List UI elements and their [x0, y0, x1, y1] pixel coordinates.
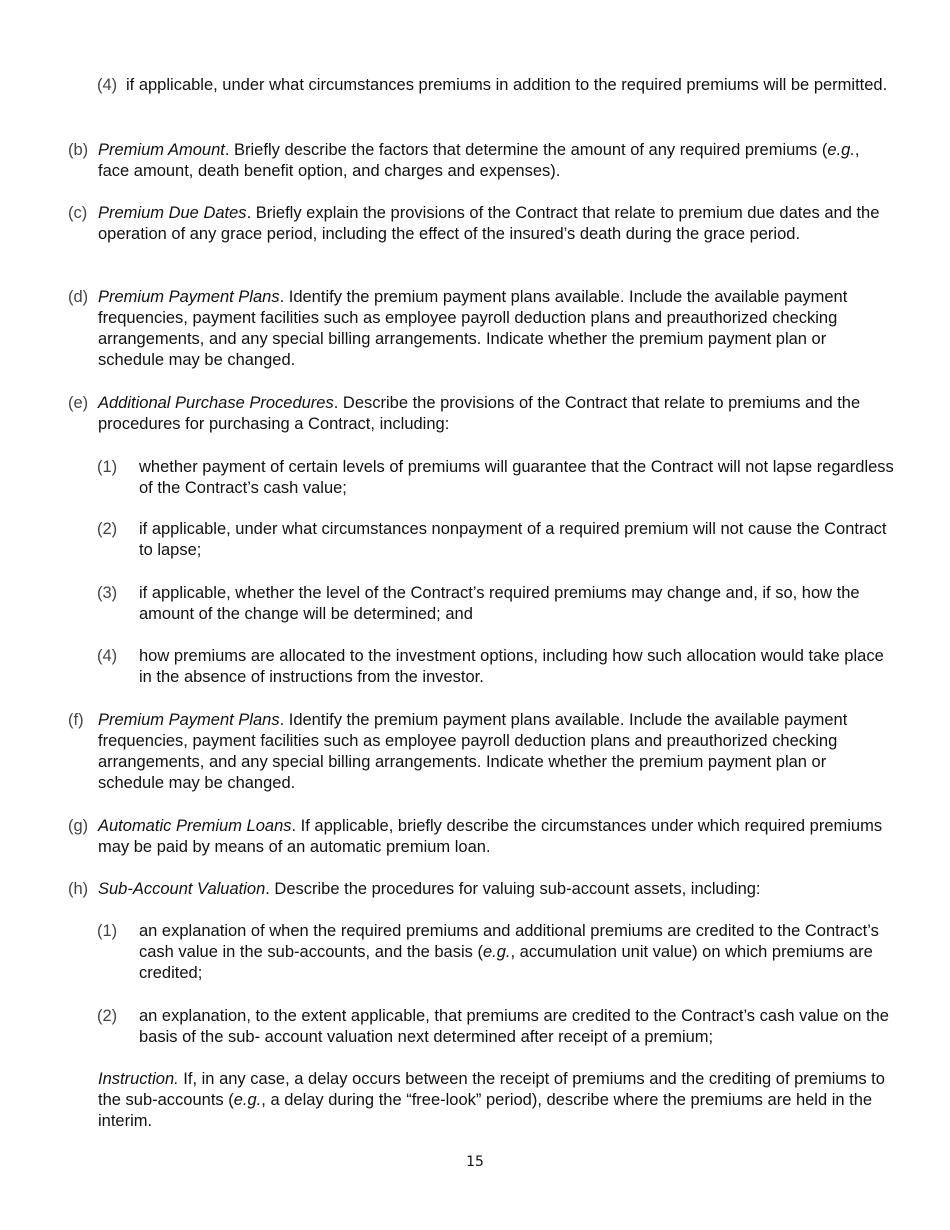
item-text: if applicable, under what circumstances nonpayment of a required premium will not cause the Contract to lapse; — [139, 520, 887, 559]
item-title: Sub-Account Valuation — [98, 880, 266, 898]
item-text — [98, 816, 894, 858]
section-h-sub-1 — [97, 921, 894, 984]
item-label: (e) — [68, 394, 89, 412]
eg-italic: e.g. — [233, 1091, 262, 1109]
item-label: (1) — [97, 922, 118, 940]
item-body: . Briefly explain the provisions of the Contract that relate to premium due dates and the operation of any grace period, including the effect of the insured’s death during the grace period. — [98, 204, 880, 243]
eg-italic: e.g. — [482, 943, 511, 961]
section-e-additional-purchase-procedures — [68, 393, 894, 435]
section-f-premium-payment-plans — [68, 710, 894, 794]
item-text — [98, 393, 894, 435]
item-body: . Identify the premium payment plans available. Include the available payment frequencies, payment facilities such as employee payroll deduction plans and preauthorized checking arrangements, and any special billing arrangements. Indicate whether the premium payment plan or schedule may be changed. — [98, 711, 848, 792]
item-text: whether payment of certain levels of premiums will guarantee that the Contract will not lapse regardless of the Contract’s cash value; — [139, 458, 894, 497]
item-body: . If applicable, briefly describe the circumstances under which required premiums may be paid by means of an automatic premium loan. — [98, 817, 883, 856]
page-number: 15 — [466, 1154, 484, 1170]
item-text — [98, 287, 894, 371]
section-h-sub-account-valuation — [68, 879, 894, 900]
item-label: (2) — [97, 1007, 118, 1025]
item-text — [98, 203, 894, 245]
item-body: an explanation of when the required premiums and additional premiums are credited to the Contract’s cash value in the sub-accounts, and the basis ( — [139, 922, 879, 961]
item-body: . Describe the procedures for valuing sub-account assets, including: — [265, 880, 761, 898]
section-c-premium-due-dates — [68, 203, 894, 245]
item-text: an explanation, to the extent applicable, that premiums are credited to the Contract’s cash value on the basis of the sub- account valuation next determined after receipt of a premium; — [139, 1007, 889, 1046]
section-e-sub-3 — [97, 583, 894, 625]
section-e-sub-4 — [97, 646, 894, 688]
item-label: (1) — [97, 458, 118, 476]
item-label: (d) — [68, 288, 89, 306]
item-title: Premium Amount — [98, 141, 225, 159]
section-e-sub-2 — [97, 519, 894, 561]
item-title: Premium Payment Plans — [98, 711, 280, 729]
item-text — [98, 710, 894, 794]
item-label: (4) — [97, 647, 118, 665]
instruction-body: If, in any case, a delay occurs between the receipt of premiums and the crediting of premiums to the sub-accounts ( — [98, 1070, 885, 1109]
item-label: (g) — [68, 817, 89, 835]
item-text: how premiums are allocated to the investment options, including how such allocation would take place in the absence of instructions from the investor. — [139, 647, 884, 686]
instruction-body: , a delay during the “free-look” period), describe where the premiums are held in the interim. — [98, 1091, 873, 1130]
item-text: if applicable, whether the level of the Contract’s required premiums may change and, if so, how the amount of the change will be determined; and — [139, 584, 860, 623]
item-text: if applicable, under what circumstances premiums in addition to the required premiums will be permitted. — [126, 76, 888, 94]
item-text — [98, 879, 894, 900]
item-title: Premium Due Dates — [98, 204, 247, 222]
item-label: (b) — [68, 141, 89, 159]
section-d-premium-payment-plans — [68, 287, 894, 371]
item-title: Additional Purchase Procedures — [98, 394, 334, 412]
section-e-sub-1 — [97, 457, 894, 499]
item-label: (c) — [68, 204, 88, 222]
eg-italic: e.g. — [827, 141, 855, 159]
item-label: (f) — [68, 711, 84, 729]
instruction-title: Instruction. — [98, 1070, 179, 1088]
item-text — [98, 140, 894, 182]
section-g-automatic-premium-loans — [68, 816, 894, 858]
item-title: Premium Payment Plans — [98, 288, 280, 306]
instruction-paragraph — [98, 1069, 888, 1132]
item-body: , accumulation unit value) on which premiums are credited; — [139, 943, 873, 982]
item-body: . Identify the premium payment plans available. Include the available payment frequencies, payment facilities such as employee payroll deduction plans and preauthorized checking arrangements, and any special billing arrangements. Indicate whether the premium payment plan or schedule may be changed. — [98, 288, 848, 369]
item-body: . Briefly describe the factors that determine the amount of any required premiums ( — [224, 141, 828, 159]
item-label: (4) — [97, 76, 118, 94]
item-body: , face amount, death benefit option, and charges and expenses). — [98, 141, 860, 180]
item-body: . Describe the provisions of the Contract that relate to premiums and the procedures for purchasing a Contract, including: — [98, 394, 861, 433]
section-b-premium-amount — [68, 140, 894, 182]
list-item-top-4 — [97, 75, 894, 96]
item-text — [139, 921, 894, 984]
item-label: (3) — [97, 584, 118, 602]
item-label: (2) — [97, 520, 118, 538]
item-title: Automatic Premium Loans — [98, 817, 292, 835]
section-h-sub-2 — [97, 1006, 894, 1048]
item-label: (h) — [68, 880, 89, 898]
